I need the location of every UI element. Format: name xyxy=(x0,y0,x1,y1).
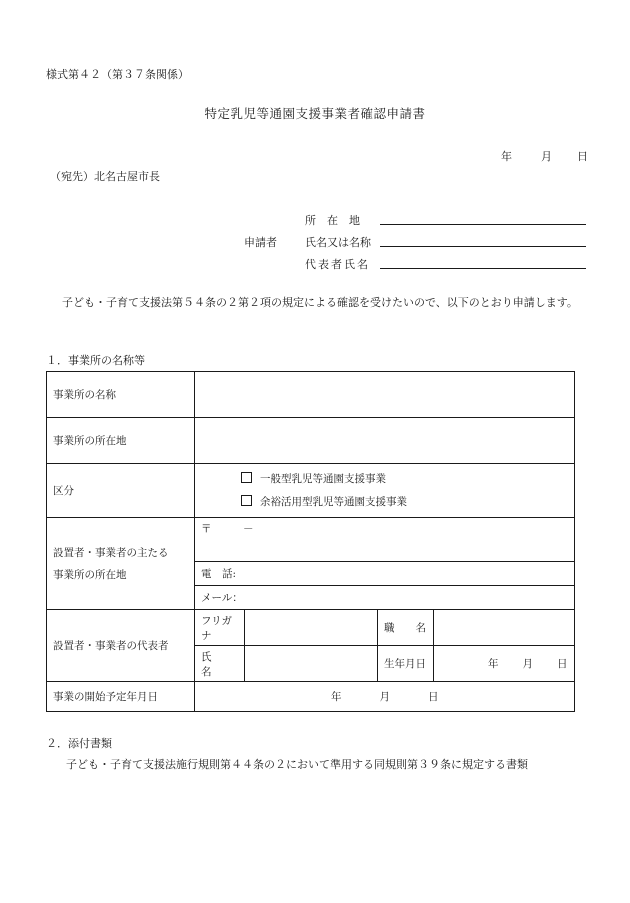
applicant-label: 申請者 xyxy=(244,236,277,249)
checkbox-icon[interactable] xyxy=(241,472,252,483)
category-options xyxy=(195,464,575,518)
start-date-label: 事業の開始予定年月日 xyxy=(47,682,195,712)
date-month-label: 月 xyxy=(541,150,552,163)
birth-year-label: 年 xyxy=(488,658,499,670)
rep-name-label: 氏 名 xyxy=(195,646,245,682)
date-day-label: 日 xyxy=(577,150,588,163)
phone-field[interactable]: 電 話: xyxy=(195,562,575,586)
document-title: 特定乳児等通園支援事業者確認申請書 xyxy=(204,106,426,121)
applicant-address-label: 所 在 地 xyxy=(305,214,360,227)
category-label: 区分 xyxy=(47,464,195,518)
representative-label: 設置者・事業者の代表者 xyxy=(47,610,195,682)
position-field[interactable] xyxy=(434,610,575,646)
attachment-description: 子ども・子育て支援法施行規則第４４条の２において準用する同規則第３９条に規定する書類 xyxy=(66,758,528,771)
birthdate-field[interactable] xyxy=(434,646,575,682)
main-office-label: 設置者・事業者の主たる 事業所の所在地 xyxy=(47,518,195,610)
email-field[interactable]: メール： xyxy=(195,586,575,610)
category-option-general[interactable]: 一般型乳児等通園支援事業 xyxy=(201,468,568,491)
birth-day-label: 日 xyxy=(557,658,568,670)
position-label: 職 名 xyxy=(378,610,434,646)
checkbox-icon[interactable] xyxy=(241,495,252,506)
furigana-label: フリガナ xyxy=(195,610,245,646)
section1-heading: １．事業所の名称等 xyxy=(46,354,145,367)
start-date-field[interactable] xyxy=(195,682,575,712)
applicant-representative-label: 代表者氏名 xyxy=(305,258,370,271)
birthdate-label: 生年月日 xyxy=(378,646,434,682)
date-year-label: 年 xyxy=(501,150,512,163)
start-year-label: 年 xyxy=(331,691,342,703)
addressee: （宛先）北名古屋市長 xyxy=(50,170,160,183)
category-option-surplus[interactable]: 余裕活用型乳児等通園支援事業 xyxy=(201,491,568,514)
facility-info-table xyxy=(46,371,575,712)
facility-address-label: 事業所の所在地 xyxy=(47,418,195,464)
applicant-name-line[interactable] xyxy=(380,246,586,247)
section2-heading: ２．添付書類 xyxy=(46,737,112,750)
applicant-address-line[interactable] xyxy=(380,224,586,225)
birth-month-label: 月 xyxy=(522,658,533,670)
facility-name-field[interactable] xyxy=(195,372,575,418)
start-month-label: 月 xyxy=(379,691,390,703)
form-number: 様式第４２（第３７条関係） xyxy=(46,68,189,81)
facility-address-field[interactable] xyxy=(195,418,575,464)
furigana-field[interactable] xyxy=(245,610,378,646)
start-day-label: 日 xyxy=(428,691,439,703)
applicant-name-label: 氏名又は名称 xyxy=(305,236,371,249)
rep-name-field[interactable] xyxy=(245,646,378,682)
postal-code-field[interactable]: 〒 － xyxy=(195,518,575,562)
facility-name-label: 事業所の名称 xyxy=(47,372,195,418)
application-statement: 子ども・子育て支援法第５４条の２第２項の規定による確認を受けたいので、以下のとおり申請します。 xyxy=(62,296,578,309)
applicant-representative-line[interactable] xyxy=(380,268,586,269)
